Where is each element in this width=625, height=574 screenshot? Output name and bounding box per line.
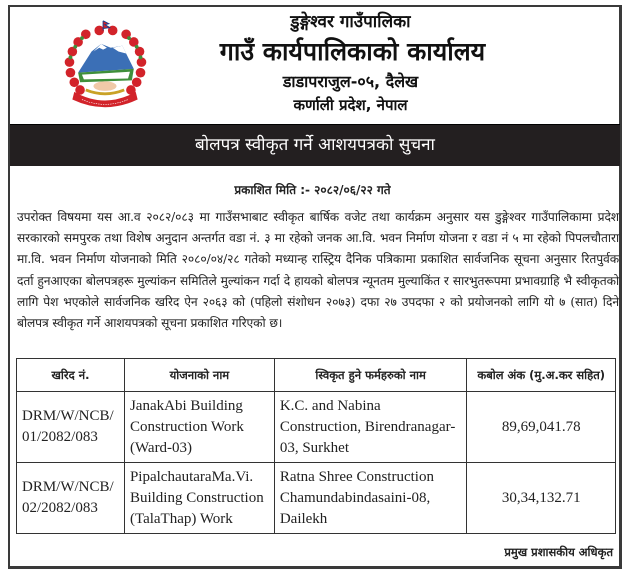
municipality-name: डुङ्गेश्वर गाउँपालिका: [290, 12, 411, 32]
table-header-row: [17, 359, 616, 392]
table-row: [17, 392, 616, 463]
notice-body: उपरोक्त विषयमा यस आ.व २०८२/०८३ मा गाउँसभाबाट स्वीकृत बार्षिक वजेट तथा कार्यक्रम अनुसार यस डुङ्गेश्वर गाउँपालिकामा प्रदेश सरकारको समपुरक तथा विशेष अनुदान अन्तर्गत वडा नं. ३ मा रहेको जनक आ.वि. भवन निर्माण योजना र वडा नं ५ मा रहेको पिपलचौतारा मा.वि. भवन निर्माण योजनाको मिति २०८०/०४/२८ गतेको मध्यान्ह रास्ट्रिय दैनिक पत्रिकामा प्रकाशित सार्वजनिक सूचना अनुसार रितपुर्वक दर्ता हुनआएका बोलपत्रहरू मुल्यांकन समितिले मुल्यांकन गर्दा दे हायको बोलपत्र न्यूनतम मुल्याकिंत र सारभुतरूपमा प्रभावग्राहि भै स्वीकृतको लागि पेश भएकोले सार्वजनिक खरिद ऐन २०६३ को (पहिलो संशोधन २०७३) दफा २७ उपदफा २ को प्रयोजनको लागि यो ७ (सात) दिने बोलपत्र स्वीकृत गर्ने आशयपत्रको सूचना प्रकाशित गरिएको छ।: [17, 210, 619, 331]
firm-name: K.C. and Nabina Construction, Birendranagar-03, Surkhet: [274, 392, 467, 463]
office-name: गाउँ कार्यपालिकाको कार्यालय: [219, 37, 486, 66]
firm-name: Ratna Shree Construction Chamundabindasaini-08, Dailekh: [274, 463, 467, 534]
procurement-no: DRM/W/NCB/ 02/2082/083: [17, 463, 125, 534]
award-table: [16, 358, 616, 534]
office-address: डाडापराजुल-०५, दैलेख: [282, 72, 419, 91]
project-name: PipalchautaraMa.Vi. Building Construction (TalaThap) Work: [124, 463, 274, 534]
bid-amount: 30,34,132.71: [467, 463, 616, 534]
header-procurement-no: खरिद नं.: [17, 359, 125, 392]
project-name: JanakAbi Building Construction Work (Ward-03): [124, 392, 274, 463]
notice-title-banner: बोलपत्र स्वीकृत गर्ने आशयपत्रको सुचना: [10, 124, 620, 166]
published-date: प्रकाशित मिति :- २०८२/०६/२२ गते: [234, 183, 391, 197]
table-row: [17, 463, 616, 534]
office-province: कर्णाली प्रदेश, नेपाल: [293, 96, 408, 114]
header-project-name: योजनाको नाम: [124, 359, 274, 392]
bid-amount: 89,69,041.78: [467, 392, 616, 463]
signature-title: प्रमुख प्रशासकीय अधिकृत: [504, 545, 613, 559]
procurement-no: DRM/W/NCB/ 01/2082/083: [17, 392, 125, 463]
header-bid-amount: कबोल अंक (मु.अ.कर सहित): [467, 359, 616, 392]
header-firm-name: स्विकृत हुने फर्महरुको नाम: [274, 359, 467, 392]
